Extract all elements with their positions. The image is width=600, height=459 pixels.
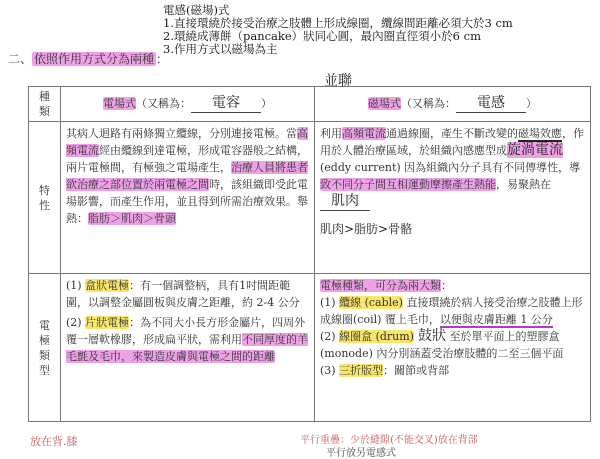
row-electrodes-header: 電 極 類 型 (29, 274, 61, 422)
row-electrodes (29, 274, 591, 422)
row-features (29, 122, 591, 274)
left-electrode-1: (1) 盒狀電極：有一個調整柄，具有1吋間距範圍，以調整金屬圓板與皮膚之距離，約 2-4 公分 (66, 279, 300, 309)
muscle-handwritten: 肌肉 (320, 193, 370, 211)
right-features-text: 利用高頻電流通過線圈，產生不斷改變的磁場效應，作用於人體治療區域，於組織內感應型成旋渦電流(eddy current) 因為組織內分子具有不同傳導性，導致不同分子間互相運動摩擦產生熱能，易聚熱在肌肉 (320, 127, 584, 209)
left-heating-order: 脂肪＞肌肉＞骨頭 (88, 212, 176, 225)
left-features-text: 其病人迴路有兩條獨立纜線，分別連接電極。當高頻電流經由纜線到達電極，形成電容器般之結構，兩片電極間，有極強之電場產生，治療人員將患者欲治療之部位置於兩電極之間時，該組織即受此電場影響，而產生作用，並且得到所需治療效果。舉熱：脂肪＞肌肉＞骨頭 (66, 127, 308, 225)
left-type-handwritten: 電容 (191, 95, 261, 113)
right-electrodes-cell (315, 274, 591, 422)
left-type-cell: 電場式（又稱為： 電容 ） (61, 87, 315, 122)
heading-suffix: ： (156, 52, 169, 66)
left-electrodes-cell (61, 274, 315, 422)
left-electrode-2: (2) 片狀電極：為不同大小長方形金屬片，四周外覆一層軟橡膠，形成扁平狀，需利用不同厚度的羊毛氈及毛巾，來製造皮膚與電極之間的距離 (66, 316, 308, 363)
note-line-3: 2.環繞成薄餅（pancake）狀同心圓，最內圈直徑須小於6 cm (163, 29, 481, 43)
left-type-highlight: 電場式 (103, 97, 136, 110)
right-heating-order: 肌肉>脂肪>骨骼 (320, 222, 413, 236)
right-type-handwritten: 電感 (456, 95, 526, 113)
heading-prefix: 二、 (8, 52, 33, 66)
footer-note-left: 放在背.膝 (30, 435, 78, 448)
eddy-current-handwritten: 旋渦電流 (507, 142, 563, 158)
top-notes (163, 4, 593, 56)
note-line-2: 1.直接環繞於接受治療之肢體上形成線圈，纜線間距離必須大於3 cm (163, 16, 513, 30)
row-type-header: 種 類 (29, 87, 61, 122)
right-type-highlight: 磁場式 (368, 97, 401, 110)
left-features-cell (61, 122, 315, 274)
right-electrode-3: (3) 三折版型：關節或背部 (320, 364, 450, 377)
right-electrode-2: (2) 線圈盒 (drum) 鼓狀 至於單平面上的塑膠盒(monode) 內分別涵蓋受治療肢體的二至三個平面 (320, 328, 564, 360)
note-line-4: 3.作用方式以磁場為主 (163, 42, 278, 56)
heading-highlight: 依照作用方式分為兩種 (34, 52, 155, 66)
annotation-parallel: 並聯 (324, 73, 352, 89)
right-electrode-1: (1) 纜線 (cable) 直接環繞於病人接受治療之肢體上形成線圈(coil) 覆上毛巾，以便與皮膚距離 1 公分 (320, 296, 583, 326)
footer-note-right: 平行重疊：少於縫隙(不能交叉)放在背部 (300, 435, 478, 446)
row-type (29, 87, 591, 122)
section-heading (8, 50, 168, 67)
right-features-cell (315, 122, 591, 274)
note-line-1: 電感(磁場)式 (163, 3, 230, 17)
comparison-table (28, 86, 591, 422)
row-features-header: 特 性 (29, 122, 61, 274)
right-electrode-heading: 電極種類，可分為兩大類： (320, 279, 452, 292)
footer-note-bottom: 平行放另電感式 (326, 448, 396, 459)
drum-handwritten: 鼓狀 (417, 328, 446, 344)
right-type-cell: 磁場式（又稱為： 電感 ） (315, 87, 591, 122)
